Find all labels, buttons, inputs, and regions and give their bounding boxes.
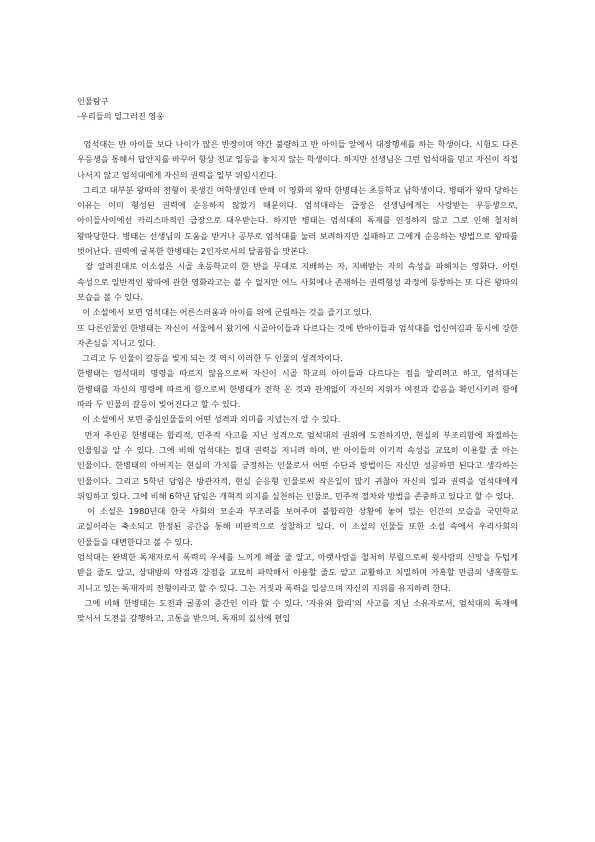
- document-heading: [77, 94, 517, 124]
- paragraph: 또 다른인물인 한병태는 자신이 서울에서 왔기에 시골아이들과 다르다는 것에 반아이들과 엄석대를 업신여김과 동시에 강한 자존심을 지니고 있다.: [77, 322, 521, 348]
- paragraph: 그에 비해 한병태는 도전과 굴종의 중간인 이라 할 수 있다. '자유와 합리'의 사고를 지닌 소유자로서, 엄석대의 독재에 맞서서 도전을 감행하고, 고통을 받으며, 독재의 질서에 편입: [77, 597, 521, 624]
- paragraph: 이 소설에서 보면 엄석대는 어른스러움과 아이를 위에 군림하는 것을 즐기고 있다.: [77, 307, 372, 318]
- paragraph: 엄석대는 반 아이들 보다 나이가 많은 반장이며 약간 불량하고 반 아이들 앞에서 대장행세를 하는 학생이다. 시험도 다른 우등생을 통해서 답안지를 바꾸어 항상 전교 일등을 놓치지 않는 학생이다. 하지만 선생님은 그런 엄석대를 믿고 자신이 직접 나서지 않고 엄석대에게 자신의 권력을 일부 위임시킨다.: [77, 139, 521, 180]
- document-subtitle: -우리들의 일그러진 영웅: [77, 111, 165, 121]
- paragraph: 그리고 두 인물이 갈등을 빚게 되는 것 역시 이러한 두 인물의 성격차이다.: [77, 353, 343, 364]
- paragraph: 이 소설은 1980년대 한국 사회의 모순과 부조리를 보여주며 불합리한 상황에 놓여 있는 인간의 모습을 국민학교 교실이라는 축소되고 한정된 공간을 통해 비판적으로 성찰하고 있다. 이 소설의 인물들 또한 소설 속에서 우리사회의 인물들을 대변한다고 볼 수 있다.: [77, 506, 521, 547]
- paragraph: 잘 알려진대로 이소설은 시골 초등학교의 한 반을 무대로 지배하는 자, 지배받는 자의 속성을 파헤치는 영화다. 이런 속성으로 일반적인 왕따에 관한 영화라고는 볼 수 없지만 어느 사회에나 존재하는 권력형성 과정에 등장하는 또 다른 왕따의 모습을 볼 수 있다.: [77, 261, 521, 302]
- paragraph: 그리고 대부분 왕따의 전형이 못생긴 여학생인데 반해 이 영화의 왕따 한병태는 초등학교 남학생이다. 병태가 왕따 당하는 이유는 이미 형성된 권력에 순응하지 않았기 때문이다. 엄석대라는 급장은 선생님에게는 사랑받는 우등생으로, 아이들사이에선 카리스마적인 급장으로 대우받는다. 하지만 병태는 엄석대의 독재를 인정하지 않고 그로 인해 철저히 왕따당한다. 병태는 선생님의 도움을 받거나 공부로 엄석대를 눌러 보려하지만 실패하고 그에게 순응하는 방법으로 왕따를 벗어난다. 권력에 굴복한 한병태는 2인자로서의 달콤함을 맛본다.: [77, 184, 521, 257]
- document-title: 인물탐구: [77, 96, 109, 106]
- document-body: [77, 137, 521, 627]
- paragraph: 먼저 주인공 한병태는 합리적, 민주적 사고를 지닌 성격으로 엄석대의 권위에 도전하지만, 현실의 부조리함에 좌절하는 인물임을 알 수 있다. 그에 비해 엄석대는 절대 권력을 지니려 하며, 반 아이들의 이기적 속성을 교묘히 이용할 줄 아는 인물이다. 한병태의 아버지는 현실의 가치를 긍정하는 인물로서 어떤 수단과 방법이든 자신만 성공하면 된다고 생각하는 인물이다. 그리고 5학년 담임은 방관자적, 현실 순응형 인물로써 작은일이 많기 귀찮아 자신의 일과 권력을 엄석대에게 위임하고 있다. 그에 비해 6학년 담임은 개혁적 의지를 실천하는 인물로, 민주적 절차와 방법을 존중하고 있다고 할 수 있다.: [77, 429, 521, 501]
- paragraph: 이 소설에서 보면 중심인물들의 어떤 성격과 의미를 지녔는지 알 수 있다.: [77, 414, 341, 425]
- paragraph: 엄석대는 완벽한 독재자로서 폭력의 우세를 느끼게 해줄 줄 알고, 아랫사람을 철저히 부릴으로써 윗사람의 신망을 두텁게 받을 줄도 알고, 상대방의 약점과 강점을 교묘히 파악해서 이용할 줄도 알고 교활하고 치밀하며 가혹할 만큼의 냉혹함도 지니고 있는 독재자의 전형이라고 할 수 있다. 그는 거짓과 폭력을 일삼으며 자신의 지위를 유지하려 한다.: [77, 552, 521, 593]
- paragraph: 한병태는 엄석대의 명령을 따르지 않음으로써 자신이 시골 학교의 아이들과 다르다는 점을 알리려고 하고, 엄석대는 한병태를 자신의 명령에 따르게 함으로써 한병태가 전학 온 것과 관계없이 자신의 지위가 여전과 같음을 확인시키려 함에 따라 두 인물의 갈등이 빚어진다고 할 수 있다.: [77, 368, 521, 410]
